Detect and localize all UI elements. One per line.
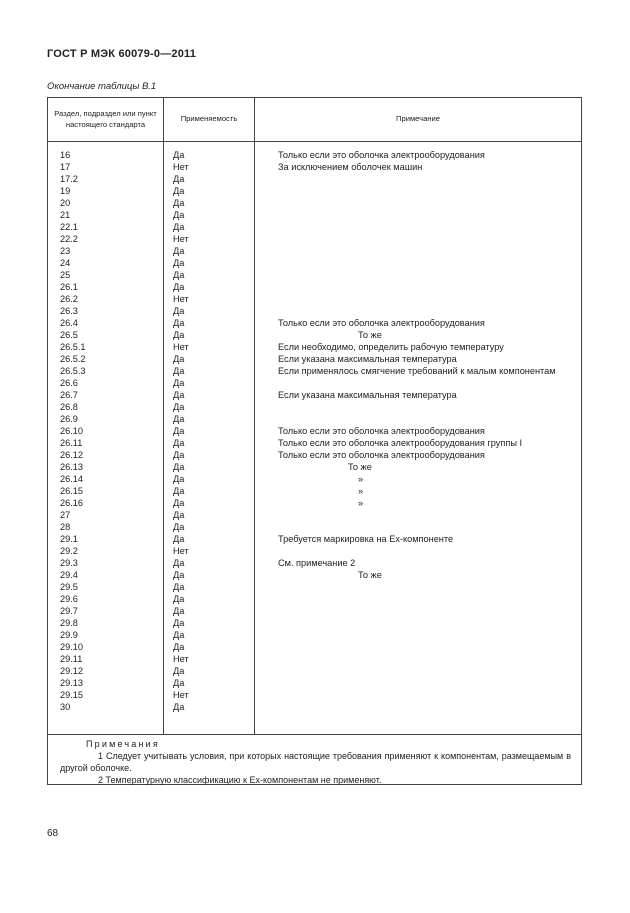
cell-section: 16 <box>60 150 71 160</box>
cell-applicability: Да <box>173 582 185 592</box>
cell-applicability: Да <box>173 390 185 400</box>
cell-applicability: Да <box>173 186 185 196</box>
table-row <box>48 149 581 161</box>
notes-title: Примечания <box>86 739 160 749</box>
table-row <box>48 509 581 521</box>
cell-applicability: Да <box>173 666 185 676</box>
cell-section: 26.15 <box>60 486 83 496</box>
cell-section: 26.14 <box>60 474 83 484</box>
cell-applicability: Нет <box>173 162 189 172</box>
cell-applicability: Да <box>173 366 185 376</box>
cell-applicability: Да <box>173 210 185 220</box>
cell-section: 26.5.3 <box>60 366 86 376</box>
table-row <box>48 209 581 221</box>
table-row <box>48 569 581 581</box>
table-row <box>48 185 581 197</box>
cell-applicability: Да <box>173 402 185 412</box>
cell-note: Только если это оболочка электрооборудования <box>278 426 485 436</box>
cell-applicability: Да <box>173 630 185 640</box>
cell-section: 17.2 <box>60 174 78 184</box>
table-row <box>48 353 581 365</box>
cell-section: 26.8 <box>60 402 78 412</box>
cell-section: 29.15 <box>60 690 83 700</box>
cell-applicability: Да <box>173 642 185 652</box>
cell-applicability: Нет <box>173 546 189 556</box>
cell-applicability: Да <box>173 558 185 568</box>
table-body <box>48 149 581 713</box>
table-row <box>48 329 581 341</box>
table-row <box>48 473 581 485</box>
cell-applicability: Да <box>173 378 185 388</box>
cell-applicability: Да <box>173 486 185 496</box>
cell-applicability: Да <box>173 426 185 436</box>
table-caption: Окончание таблицы В.1 <box>47 81 157 92</box>
cell-section: 28 <box>60 522 71 532</box>
cell-note: То же <box>358 330 382 340</box>
table-row <box>48 161 581 173</box>
cell-applicability: Да <box>173 198 185 208</box>
cell-section: 30 <box>60 702 71 712</box>
note-item: 2 Температурную классификацию к Ex-компонентам не применяют. <box>98 775 382 785</box>
cell-section: 26.6 <box>60 378 78 388</box>
table-row <box>48 629 581 641</box>
table-row <box>48 449 581 461</box>
cell-note: » <box>358 474 364 484</box>
table-row <box>48 461 581 473</box>
cell-applicability: Да <box>173 450 185 460</box>
table-row <box>48 677 581 689</box>
cell-applicability: Да <box>173 498 185 508</box>
cell-note: Только если это оболочка электрооборудования <box>278 318 485 328</box>
cell-note: Только если это оболочка электрооборудования <box>278 150 485 160</box>
cell-section: 26.5 <box>60 330 78 340</box>
cell-applicability: Нет <box>173 690 189 700</box>
cell-applicability: Да <box>173 474 185 484</box>
cell-section: 26.12 <box>60 450 83 460</box>
cell-section: 27 <box>60 510 71 520</box>
cell-applicability: Да <box>173 282 185 292</box>
cell-section: 22.2 <box>60 234 78 244</box>
cell-applicability: Да <box>173 318 185 328</box>
table-row <box>48 437 581 449</box>
cell-section: 22.1 <box>60 222 78 232</box>
cell-section: 29.4 <box>60 570 78 580</box>
cell-applicability: Да <box>173 462 185 472</box>
table-row <box>48 257 581 269</box>
page-number: 68 <box>47 828 59 839</box>
table-notes <box>48 738 581 786</box>
document-header: ГОСТ Р МЭК 60079-0—2011 <box>47 48 197 60</box>
table-row <box>48 245 581 257</box>
cell-applicability: Да <box>173 174 185 184</box>
cell-section: 24 <box>60 258 71 268</box>
cell-section: 26.5.2 <box>60 354 86 364</box>
cell-section: 26.5.1 <box>60 342 86 352</box>
table-row <box>48 197 581 209</box>
cell-section: 29.5 <box>60 582 78 592</box>
cell-applicability: Да <box>173 246 185 256</box>
cell-note: То же <box>358 570 382 580</box>
note-item: 1 Следует учитывать условия, при которых настоящие требования применяют к компонентам, размещаемым в другой оболочке. <box>60 751 571 773</box>
cell-applicability: Нет <box>173 654 189 664</box>
cell-applicability: Да <box>173 258 185 268</box>
cell-section: 20 <box>60 198 71 208</box>
cell-section: 17 <box>60 162 71 172</box>
cell-section: 29.10 <box>60 642 83 652</box>
table-row <box>48 581 581 593</box>
column-header-applicability: Применяемость <box>180 114 238 124</box>
cell-section: 29.7 <box>60 606 78 616</box>
table-row <box>48 497 581 509</box>
cell-applicability: Да <box>173 510 185 520</box>
cell-section: 21 <box>60 210 71 220</box>
cell-section: 26.9 <box>60 414 78 424</box>
table-row <box>48 701 581 713</box>
table-row <box>48 317 581 329</box>
table-row <box>48 533 581 545</box>
cell-note: » <box>358 498 364 508</box>
cell-applicability: Да <box>173 270 185 280</box>
cell-applicability: Да <box>173 594 185 604</box>
cell-applicability: Да <box>173 678 185 688</box>
header-divider <box>48 141 581 142</box>
cell-note: Если указана максимальная температура <box>278 390 457 400</box>
table-row <box>48 545 581 557</box>
column-header-section: Раздел, подраздел или пункт настоящего стандарта <box>54 109 157 129</box>
cell-section: 26.2 <box>60 294 78 304</box>
cell-note: За исключением оболочек машин <box>278 162 423 172</box>
cell-section: 26.7 <box>60 390 78 400</box>
cell-applicability: Да <box>173 354 185 364</box>
cell-note: » <box>358 486 364 496</box>
table-row <box>48 653 581 665</box>
table-row <box>48 485 581 497</box>
cell-note: Если необходимо, определить рабочую температуру <box>278 342 504 352</box>
cell-note: Если указана максимальная температура <box>278 354 457 364</box>
cell-section: 26.1 <box>60 282 78 292</box>
cell-section: 26.3 <box>60 306 78 316</box>
notes-divider <box>48 734 581 735</box>
table-row <box>48 593 581 605</box>
cell-applicability: Да <box>173 534 185 544</box>
table-row <box>48 377 581 389</box>
table-row <box>48 293 581 305</box>
table-b1 <box>47 97 582 785</box>
table-row <box>48 425 581 437</box>
cell-section: 26.4 <box>60 318 78 328</box>
cell-applicability: Да <box>173 702 185 712</box>
column-header-note: Примечание <box>396 114 440 124</box>
cell-note: Если применялось смягчение требований к малым компонентам <box>278 366 556 376</box>
cell-section: 29.3 <box>60 558 78 568</box>
cell-applicability: Да <box>173 414 185 424</box>
cell-applicability: Да <box>173 606 185 616</box>
table-row <box>48 665 581 677</box>
cell-note: Только если это оболочка электрооборудования группы I <box>278 438 523 448</box>
cell-section: 29.9 <box>60 630 78 640</box>
table-row <box>48 173 581 185</box>
cell-note: То же <box>348 462 372 472</box>
table-row <box>48 401 581 413</box>
table-row <box>48 281 581 293</box>
table-row <box>48 305 581 317</box>
table-row <box>48 521 581 533</box>
cell-applicability: Да <box>173 570 185 580</box>
cell-section: 29.13 <box>60 678 83 688</box>
cell-applicability: Да <box>173 330 185 340</box>
table-row <box>48 641 581 653</box>
table-row <box>48 221 581 233</box>
cell-section: 29.12 <box>60 666 83 676</box>
table-row <box>48 689 581 701</box>
table-row <box>48 341 581 353</box>
table-row <box>48 233 581 245</box>
cell-applicability: Нет <box>173 294 189 304</box>
cell-applicability: Да <box>173 306 185 316</box>
cell-applicability: Нет <box>173 234 189 244</box>
cell-note: Требуется маркировка на Ex-компоненте <box>278 534 454 544</box>
cell-applicability: Да <box>173 522 185 532</box>
cell-section: 26.10 <box>60 426 83 436</box>
cell-section: 25 <box>60 270 71 280</box>
table-row <box>48 389 581 401</box>
cell-section: 29.8 <box>60 618 78 628</box>
cell-section: 29.11 <box>60 654 83 664</box>
cell-applicability: Да <box>173 438 185 448</box>
table-row <box>48 617 581 629</box>
cell-section: 26.16 <box>60 498 83 508</box>
cell-applicability: Да <box>173 222 185 232</box>
cell-note: См. примечание 2 <box>278 558 356 568</box>
table-row <box>48 605 581 617</box>
table-row <box>48 557 581 569</box>
cell-applicability: Да <box>173 150 185 160</box>
cell-section: 23 <box>60 246 71 256</box>
cell-section: 19 <box>60 186 71 196</box>
cell-section: 29.2 <box>60 546 78 556</box>
cell-applicability: Да <box>173 618 185 628</box>
cell-section: 26.11 <box>60 438 83 448</box>
cell-section: 26.13 <box>60 462 83 472</box>
table-row <box>48 365 581 377</box>
table-row <box>48 269 581 281</box>
cell-section: 29.1 <box>60 534 78 544</box>
cell-note: Только если это оболочка электрооборудования <box>278 450 485 460</box>
table-row <box>48 413 581 425</box>
cell-applicability: Нет <box>173 342 189 352</box>
cell-section: 29.6 <box>60 594 78 604</box>
